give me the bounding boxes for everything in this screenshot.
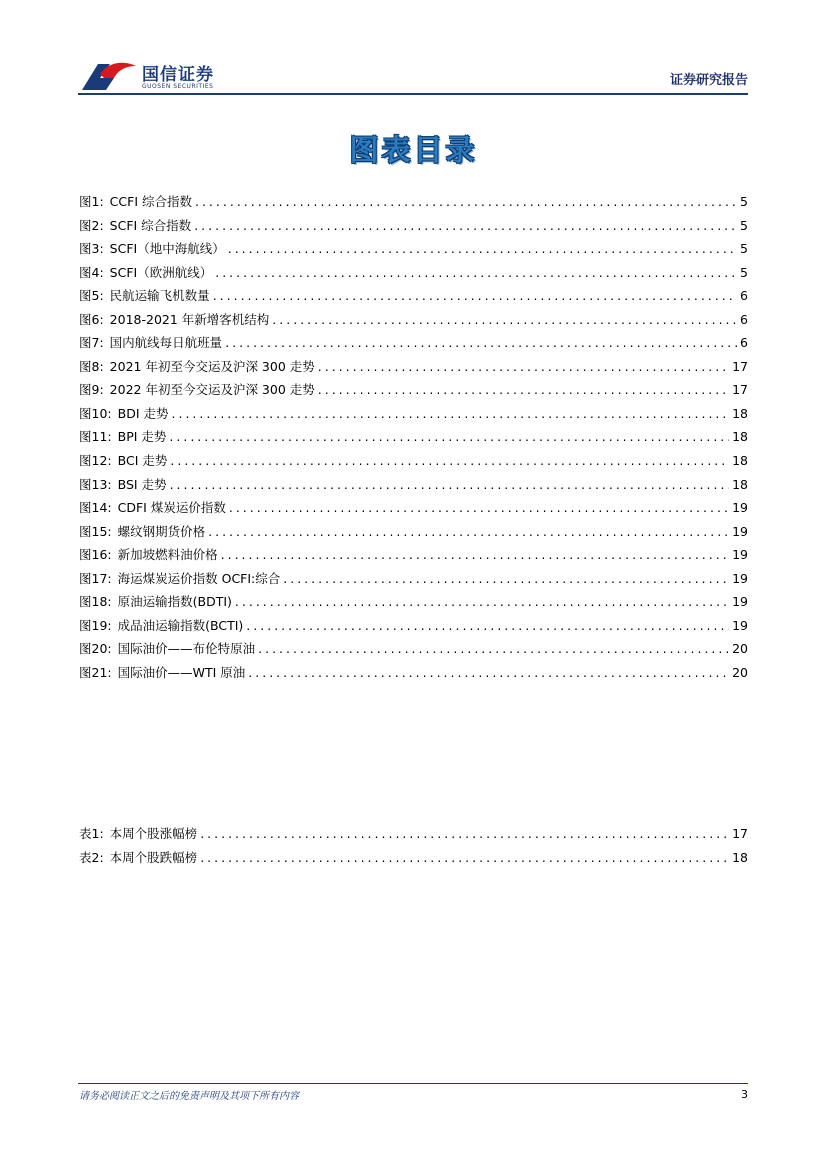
leader-dots [318, 359, 729, 374]
figure-page: 19 [732, 547, 748, 563]
leader-dots [235, 594, 729, 609]
figure-label: 图20: [79, 641, 112, 657]
figure-entry-17[interactable] [79, 569, 748, 593]
table-title: 本周个股跌幅榜 [109, 849, 198, 865]
figure-entry-15[interactable] [79, 522, 748, 546]
figure-entry-7[interactable] [79, 333, 748, 357]
leader-dots [246, 618, 729, 633]
table-entry-2[interactable] [79, 848, 748, 872]
leader-dots [194, 218, 737, 233]
figure-entry-5[interactable] [79, 286, 748, 310]
page-title: 图表目录 [349, 133, 478, 167]
figure-title: SCFI（欧洲航线） [109, 264, 213, 280]
figure-page: 19 [732, 500, 748, 516]
figure-title: CDFI 煤炭运价指数 [117, 500, 226, 516]
leader-dots [169, 429, 729, 444]
leader-dots [213, 288, 737, 303]
leader-dots [283, 571, 729, 586]
figure-page: 6 [740, 335, 748, 351]
figure-entry-21[interactable] [79, 663, 748, 687]
figure-page: 18 [732, 429, 748, 445]
figure-entry-9[interactable] [79, 380, 748, 404]
page-number: 3 [741, 1088, 748, 1101]
table-list [79, 824, 748, 871]
figure-title: 新加坡燃料油价格 [117, 547, 218, 563]
figure-page: 18 [732, 405, 748, 421]
figure-page: 6 [740, 288, 748, 304]
figure-entry-14[interactable] [79, 498, 748, 522]
guosen-logo [80, 56, 240, 96]
figure-page: 19 [732, 570, 748, 586]
leader-dots [229, 500, 729, 515]
logo-chinese-name: 国信证券 [142, 65, 214, 85]
figure-entry-20[interactable] [79, 639, 748, 663]
figure-label: 图11: [79, 429, 112, 445]
figure-entry-1[interactable] [79, 192, 748, 216]
figure-title: 原油运输指数(BDTI) [117, 594, 232, 610]
leader-dots [228, 241, 737, 256]
table-page: 18 [732, 849, 748, 865]
figure-label: 图14: [79, 500, 112, 516]
figure-page: 19 [732, 523, 748, 539]
leader-dots [200, 850, 729, 865]
figure-title: 民航运输飞机数量 [109, 288, 210, 304]
figure-page: 20 [732, 641, 748, 657]
leader-dots [225, 335, 737, 350]
figure-entry-3[interactable] [79, 239, 748, 263]
figure-title: BDI 走势 [117, 405, 169, 421]
figure-label: 图10: [79, 405, 112, 421]
footer-disclaimer: 请务必阅读正文之后的免责声明及其项下所有内容 [79, 1091, 299, 1102]
leader-dots [248, 665, 729, 680]
figure-entry-12[interactable] [79, 451, 748, 475]
figure-page: 19 [732, 617, 748, 633]
figure-title: 国际油价——WTI 原油 [117, 664, 246, 680]
figure-list [79, 192, 748, 686]
figure-entry-4[interactable] [79, 263, 748, 287]
leader-dots [215, 265, 737, 280]
figure-title: 国际油价——布伦特原油 [117, 641, 256, 657]
figure-label: 图12: [79, 453, 112, 469]
figure-page: 19 [732, 594, 748, 610]
leader-dots [208, 524, 729, 539]
figure-entry-16[interactable] [79, 545, 748, 569]
figure-title: SCFI 综合指数 [109, 217, 192, 233]
figure-title: BSI 走势 [117, 476, 167, 492]
figure-page: 17 [732, 358, 748, 374]
figure-label: 图1: [79, 194, 104, 209]
footer-divider [78, 1083, 748, 1084]
figure-title: 成品油运输指数(BCTI) [117, 617, 244, 633]
figure-label: 图2: [79, 217, 104, 233]
figure-entry-19[interactable] [79, 616, 748, 640]
report-type-label: 证券研究报告 [669, 73, 748, 88]
figure-page: 6 [740, 311, 748, 327]
figure-label: 图9: [79, 382, 104, 398]
figure-title: 国内航线每日航班量 [109, 335, 223, 351]
table-label: 表2: [79, 849, 104, 865]
figure-label: 图13: [79, 476, 112, 492]
figure-label: 图5: [79, 288, 104, 304]
figure-entry-18[interactable] [79, 592, 748, 616]
figure-entry-6[interactable] [79, 310, 748, 334]
figure-page: 5 [740, 264, 748, 280]
table-page: 17 [732, 826, 748, 841]
figure-label: 图6: [79, 311, 104, 327]
guosen-logo-icon [80, 60, 138, 94]
figure-label: 图18: [79, 594, 112, 610]
figure-entry-8[interactable] [79, 357, 748, 381]
figure-page: 18 [732, 453, 748, 469]
table-label: 表1: [79, 826, 104, 841]
figure-label: 图3: [79, 241, 104, 257]
leader-dots [172, 406, 730, 421]
figure-title: SCFI（地中海航线） [109, 241, 225, 257]
figure-page: 17 [732, 382, 748, 398]
figure-label: 图8: [79, 358, 104, 374]
figure-page: 5 [740, 217, 748, 233]
figure-entry-10[interactable] [79, 404, 748, 428]
figure-entry-2[interactable] [79, 216, 748, 240]
leader-dots [170, 477, 730, 492]
figure-title: CCFI 综合指数 [109, 194, 192, 209]
figure-label: 图16: [79, 547, 112, 563]
header-divider [78, 93, 748, 95]
table-entry-1[interactable] [79, 824, 748, 848]
figure-entry-13[interactable] [79, 475, 748, 499]
leader-dots [272, 312, 737, 327]
figure-title: 2022 年初至今交运及沪深 300 走势 [109, 382, 315, 398]
figure-label: 图17: [79, 570, 112, 586]
figure-title: 2021 年初至今交运及沪深 300 走势 [109, 358, 315, 374]
figure-label: 图21: [79, 664, 112, 680]
figure-title: BCI 走势 [117, 453, 168, 469]
figure-entry-11[interactable] [79, 427, 748, 451]
leader-dots [195, 194, 737, 209]
figure-page: 18 [732, 476, 748, 492]
leader-dots [200, 826, 729, 841]
figure-title: BPI 走势 [117, 429, 167, 445]
figure-page: 5 [740, 194, 748, 209]
logo-english-name: GUOSEN SECURITIES [142, 83, 214, 90]
figure-label: 图4: [79, 264, 104, 280]
figure-page: 5 [740, 241, 748, 257]
leader-dots [170, 453, 729, 468]
table-title: 本周个股涨幅榜 [109, 826, 198, 841]
figure-title: 螺纹钢期货价格 [117, 523, 206, 539]
leader-dots [318, 382, 729, 397]
figure-label: 图19: [79, 617, 112, 633]
figure-title: 海运煤炭运价指数 OCFI:综合 [117, 570, 281, 586]
leader-dots [258, 641, 729, 656]
leader-dots [221, 547, 729, 562]
figure-title: 2018-2021 年新增客机结构 [109, 311, 270, 327]
figure-label: 图7: [79, 335, 104, 351]
figure-label: 图15: [79, 523, 112, 539]
figure-page: 20 [732, 664, 748, 680]
